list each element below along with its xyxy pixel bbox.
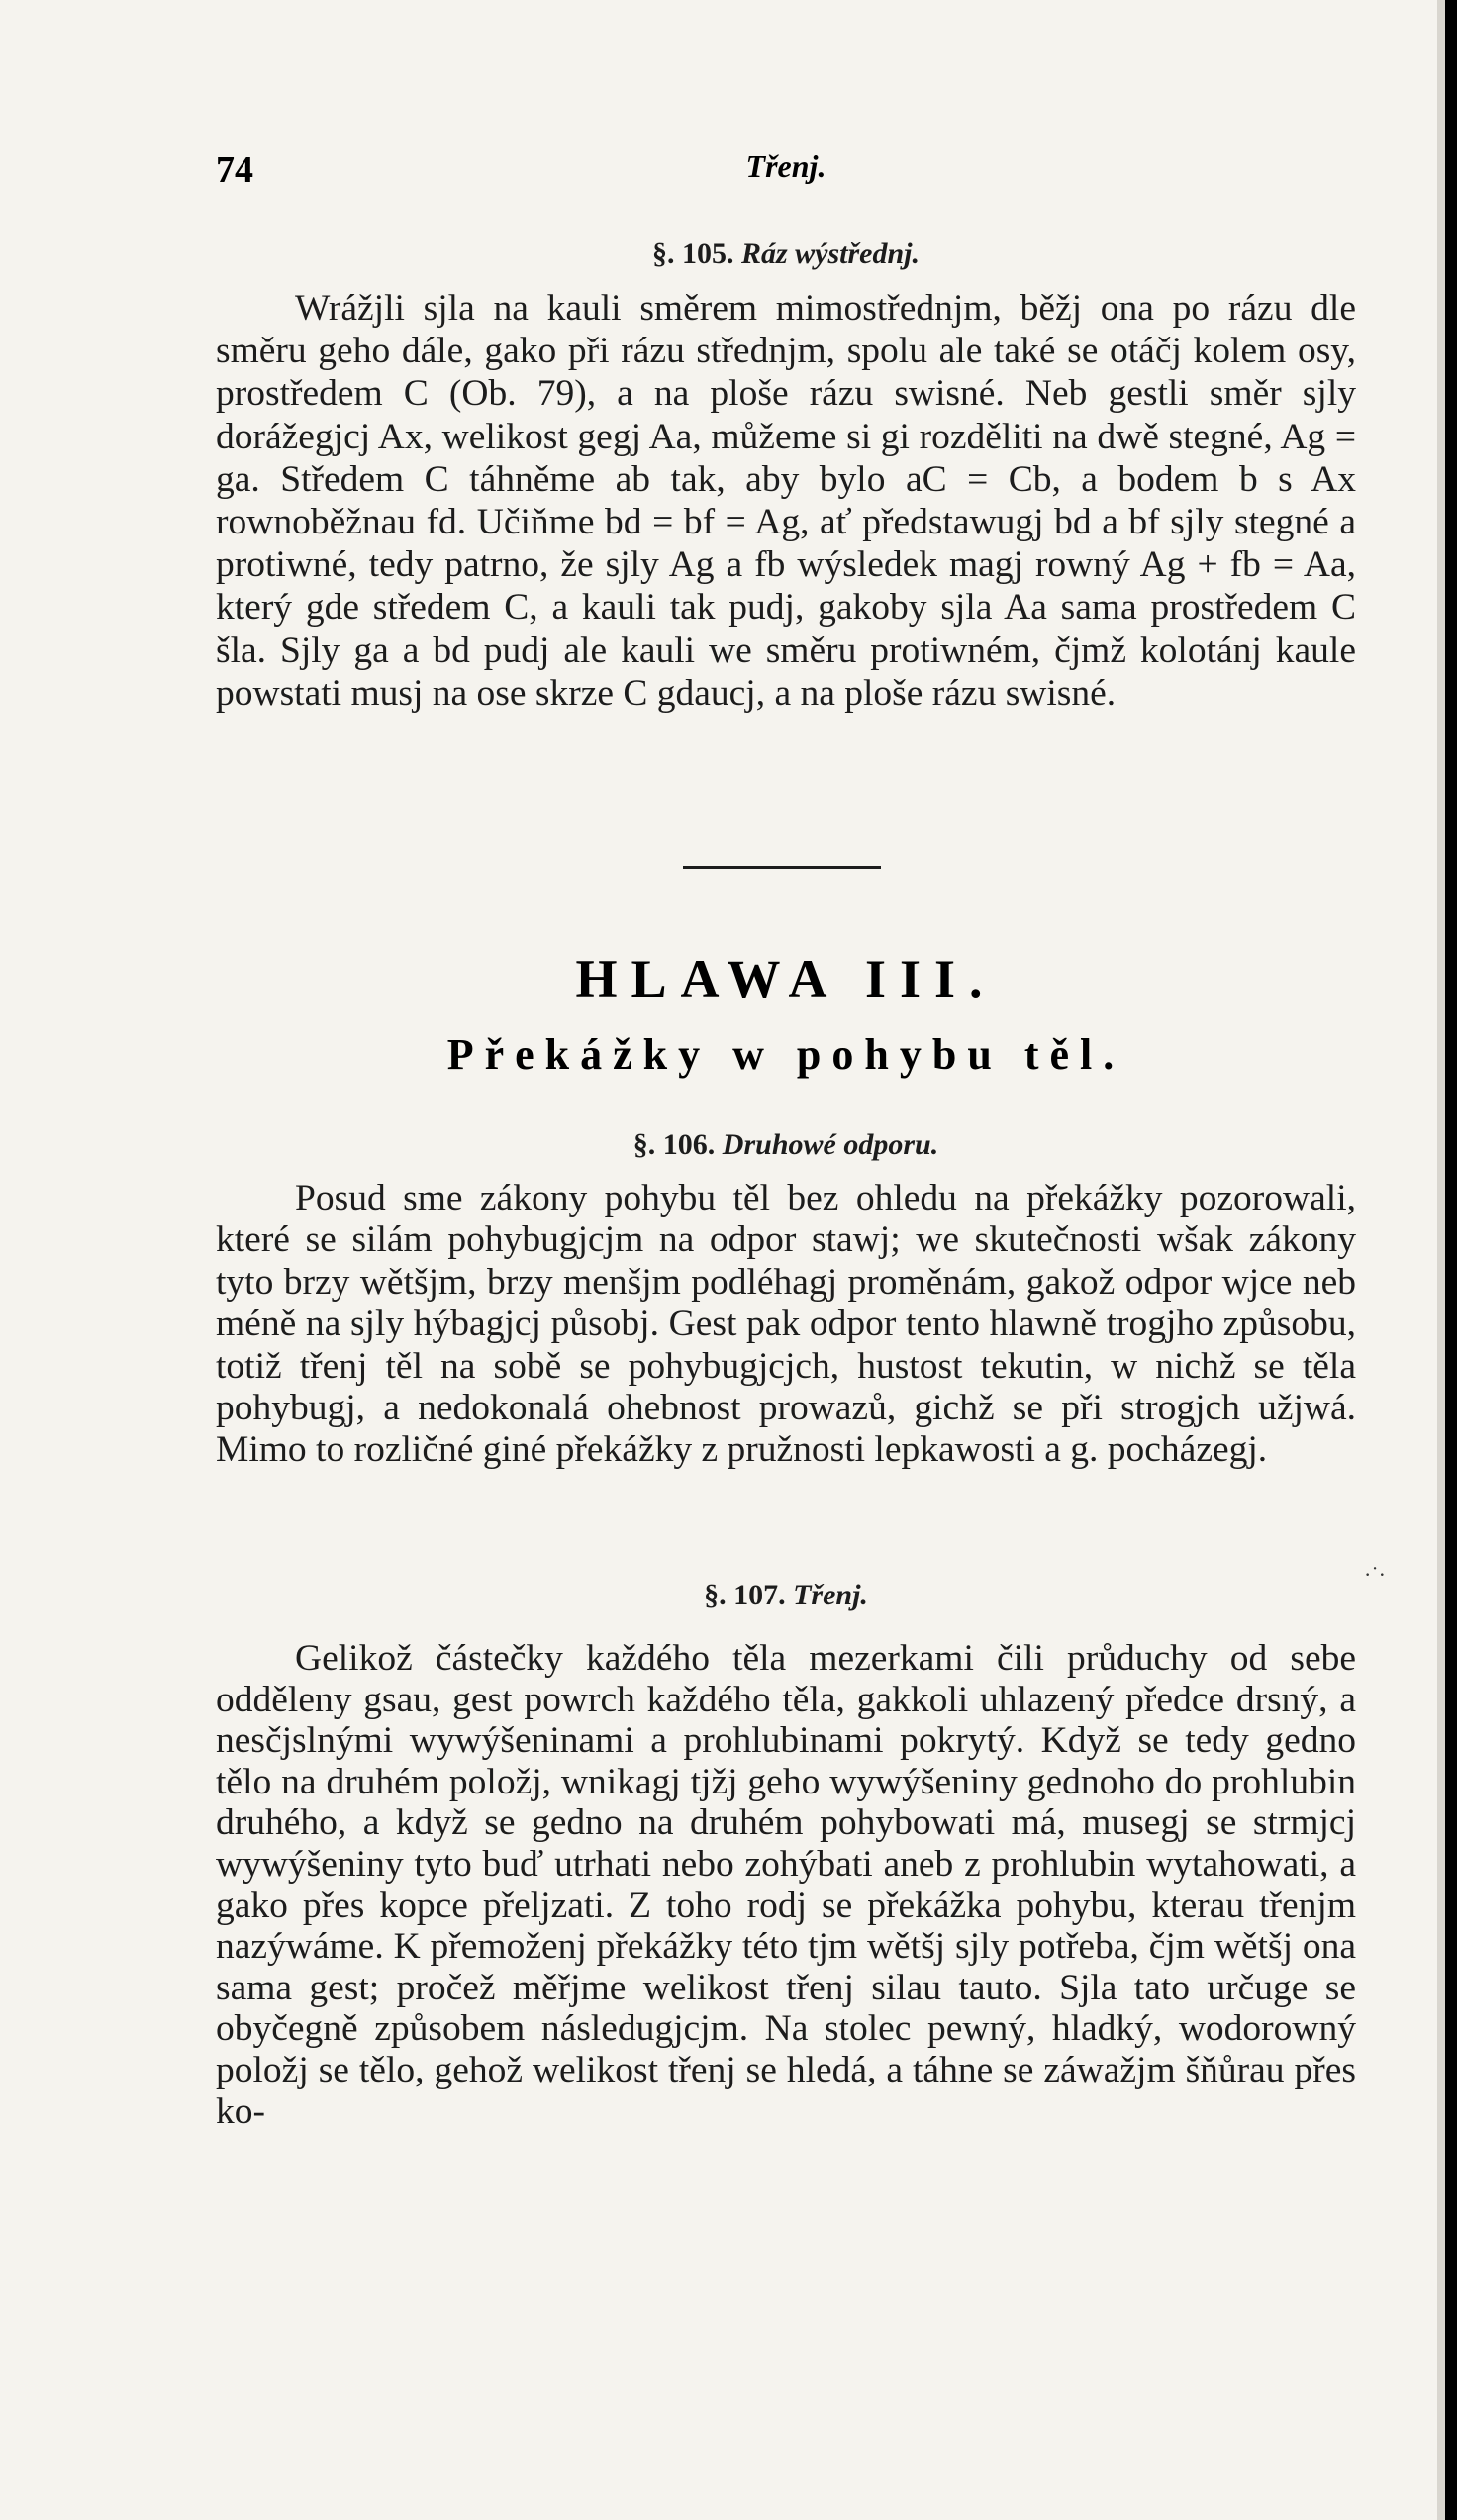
- chapter-title: HLAWA III.: [575, 949, 997, 1009]
- chapter-subtitle: Překážky w pohybu těl.: [446, 1030, 1125, 1079]
- section-107: [216, 1579, 1356, 2132]
- paragraph: Wrážjli sjla na kauli směrem mimostřednjm, běžj ona po rázu dle směru geho dále, gako při rázu střednjm, spolu ale také se otáčj kolem osy, prostředem C (Ob. 79), a na ploše rázu swisné. Neb gestli směr sjly dorážegjcj Ax, welikost gegj Aa, můžeme si gi rozděliti na dwě stegné, Ag = ga. Středem C táhněme ab tak, aby bylo aC = Cb, a bodem b s Ax rownoběžnau fd. Učiňme bd = bf = Ag, ať předstawugj bd a bf sjly stegné a protiwné, tedy patrno, že sjly Ag a fb wýsledek magj rowný Ag + fb = Aa, který gde středem C, a kauli tak pudj, gakoby sjla Aa sama prostředem C šla. Sjly ga a bd pudj ale kauli we směru protiwném, čjmž kolotánj kaule powstati musj na ose skrze C gdaucj, a na ploše rázu swisné.: [216, 288, 1356, 714]
- section-105: [216, 238, 1356, 715]
- section-heading: [216, 1128, 1356, 1178]
- section-106: [216, 1128, 1356, 1472]
- section-name: Ráz wýstřednj.: [740, 238, 921, 270]
- paragraph: Posud sme zákony pohybu těl bez ohledu na překážky pozorowali, které se silám pohybugjcjm na odpor stawj; we skutečnosti wšak zákony tyto brzy wětšjm, brzy menšjm podléhagj proměnám, gakož odpor wjce neb méně na sjly hýbagjcj působj. Gest pak odpor tento hlawně trogjho způsobu, totiž třenj těl na sobě se pohybugjcjch, hustost tekutin, w nichž se těla pohybugj, a nedokonalá ohebnost prowazů, gichž se při strogjch užjwá. Mimo to rozličné giné překážky z pružnosti lepkawosti a g. pocházegj.: [216, 1178, 1356, 1471]
- divider-rule: [683, 866, 881, 869]
- page-number: 74: [216, 149, 253, 191]
- section-number: §. 107.: [704, 1579, 786, 1611]
- section-name: Druhowé odporu.: [722, 1128, 939, 1161]
- page-edge: [1437, 0, 1445, 2520]
- section-heading: [216, 238, 1356, 287]
- paragraph: Gelikož částečky každého těla mezerkami čili průduchy od sebe odděleny gsau, gest powrch každého těla, gakkoli uhlazený předce drsný, a nesčjslnými wywýšeninami a prohlubinami pokrytý. Když se tedy gedno tělo na druhém položj, wnikagj tjžj geho wywýšeniny gednoho do prohlubin druhého, a když se gedno na druhém pohybowati má, musegj se strmjcj wywýšeniny tyto buď utrhati nebo zohýbati aneb z prohlubin wytahowati, a gako přes kopce přeljzati. Z toho rodj se překážka pohybu, kterau třenjm nazýwáme. K přemoženj překážky této tjm wětšj sjly potřeba, čjm wětšj ona sama gest; pročež měřjme welikost třenj silau tauto. Sjla tato určuge se obyčegně způsobem následugjcjm. Na stolec pewný, hladký, wodorowný položj se tělo, gehož welikost třenj se hledá, a táhne se záwažjm šňůrau přes ko-: [216, 1638, 1356, 2132]
- section-number: §. 105.: [651, 238, 734, 270]
- running-head: Třenj.: [745, 148, 826, 184]
- margin-speck-icon: ·˙·: [1364, 1562, 1386, 1587]
- page-header: [216, 148, 1356, 208]
- section-name: Třenj.: [793, 1579, 868, 1611]
- section-heading: [216, 1579, 1356, 1638]
- section-number: §. 106.: [632, 1128, 716, 1161]
